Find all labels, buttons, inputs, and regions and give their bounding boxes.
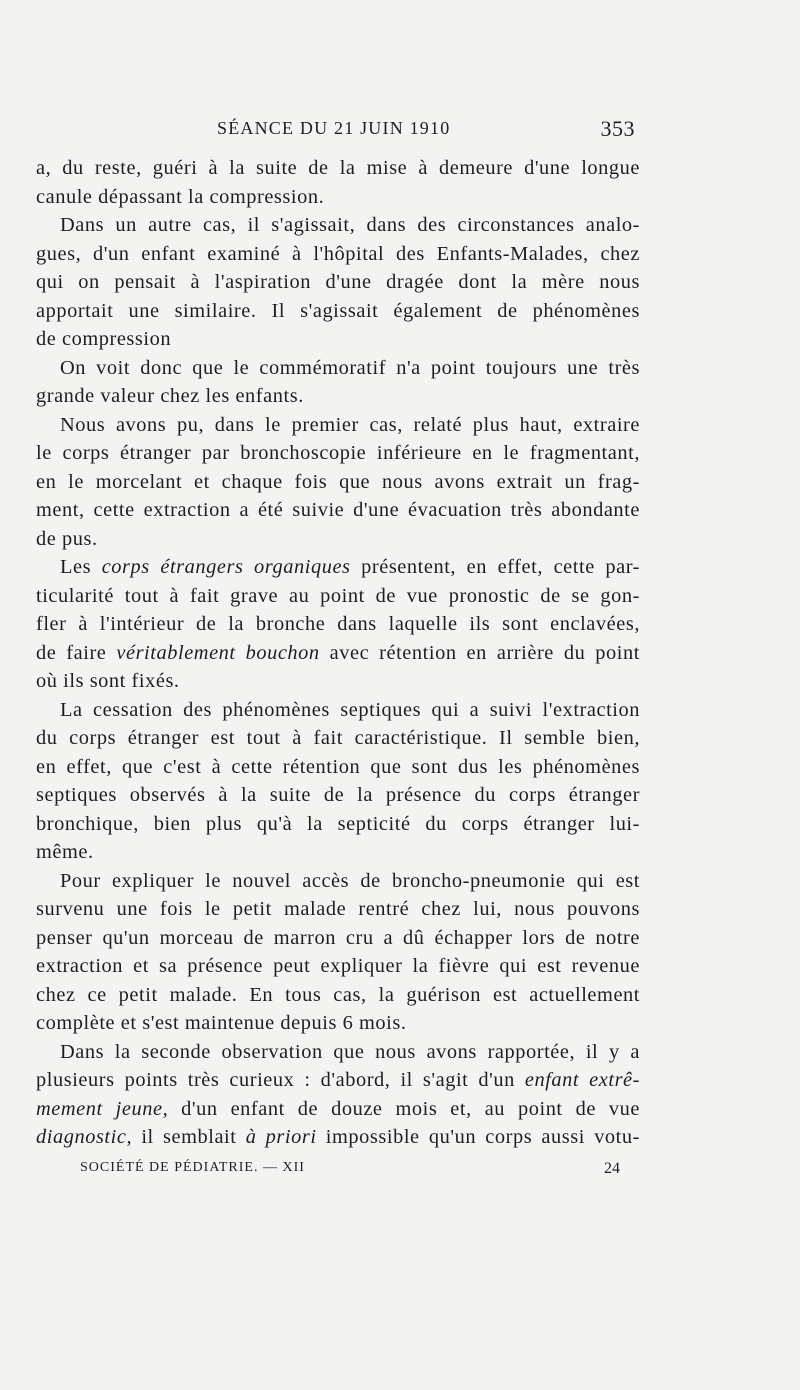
emphasis-text: véritablement bouchon [116,641,320,664]
page-header [215,116,635,146]
text-line: survenu une fois le petit malade rentré chez lui, nous pouvons [36,898,640,920]
text-line: diagnostic, il semblait à priori impossible qu'un corps aussi votu- [36,1126,640,1148]
emphasis-text: enfant extrê- [524,1069,640,1091]
text-line: de compression [36,328,172,350]
text-line: grande valeur chez les enfants. [36,385,304,407]
text-line: en effet, que c'est à cette rétention que sont dus les phénomènes [36,755,640,778]
text-line: penser qu'un morceau de marron cru a dû échapper lors de notre [36,926,640,949]
text-line: de pus. [36,527,98,550]
text-line: où ils sont fixés. [36,670,180,692]
text-line: a, du reste, guéri à la suite de la mise à demeure d'une longue [36,157,640,179]
text-line: plusieurs points très curieux : d'abord, il s'agit d'un enfant extrê- [36,1069,640,1091]
text-line: de faire véritablement bouchon avec rétention en arrière du point [36,641,640,664]
signature-mark: 24 [604,1160,620,1177]
text-line: Pour expliquer le nouvel accès de broncho-pneumonie qui est [60,869,640,892]
body-text [36,154,640,1152]
text-line: complète et s'est maintenue depuis 6 mois. [36,1012,407,1034]
text-line: chez ce petit malade. En tous cas, la guérison est actuellement [36,983,640,1006]
text-line: extraction et sa présence peut expliquer la fièvre qui est revenue [36,955,640,977]
text-line: canule dépassant la compression. [36,185,325,208]
text-line: On voit donc que le commémoratif n'a point toujours une très [60,356,640,379]
emphasis-text: diagnostic, [36,1126,133,1148]
text-line: La cessation des phénomènes septiques qui a suivi l'extraction [60,698,640,721]
footer-title: SOCIÉTÉ DE PÉDIATRIE. — XII [80,1160,305,1175]
text-line: du corps étranger est tout à fait caractéristique. Il semble bien, [36,727,640,749]
text-line: fler à l'intérieur de la bronche dans laquelle ils sont enclavées, [36,613,640,635]
page-footer [80,1160,620,1182]
text-line: gues, d'un enfant examiné à l'hôpital des Enfants-Malades, chez [36,242,640,265]
text-line: Nous avons pu, dans le premier cas, relaté plus haut, extraire [60,413,640,436]
text-line: bronchique, bien plus qu'à la septicité du corps étranger lui- [36,812,640,835]
text-line: même. [36,841,94,863]
emphasis-text: mement jeune, [36,1097,169,1120]
text-line: en le morcelant et chaque fois que nous avons extrait un frag- [36,470,640,493]
emphasis-text: corps étrangers organiques [101,556,351,578]
text-line: mement jeune, d'un enfant de douze mois et, au point de vue [36,1097,640,1120]
page-number: 353 [600,116,635,141]
text-line: le corps étranger par bronchoscopie inférieure en le fragmentant, [36,442,640,464]
running-title: SÉANCE DU 21 JUIN 1910 [217,118,451,138]
text-line: ticularité tout à fait grave au point de vue pronostic de se gon- [36,584,640,607]
text-line: apportait une similaire. Il s'agissait également de phénomènes [36,299,640,322]
emphasis-text: à priori [245,1126,317,1148]
text-line: qui on pensait à l'aspiration d'une dragée dont la mère nous [36,271,640,293]
text-line: Dans la seconde observation que nous avons rapportée, il y a [60,1040,640,1063]
text-line: Les corps étrangers organiques présentent, en effet, cette par- [60,556,640,578]
text-line: ment, cette extraction a été suivie d'une évacuation très abondante [36,499,640,521]
text-line: septiques observés à la suite de la présence du corps étranger [36,784,640,806]
text-line: Dans un autre cas, il s'agissait, dans des circonstances analo- [60,214,640,236]
